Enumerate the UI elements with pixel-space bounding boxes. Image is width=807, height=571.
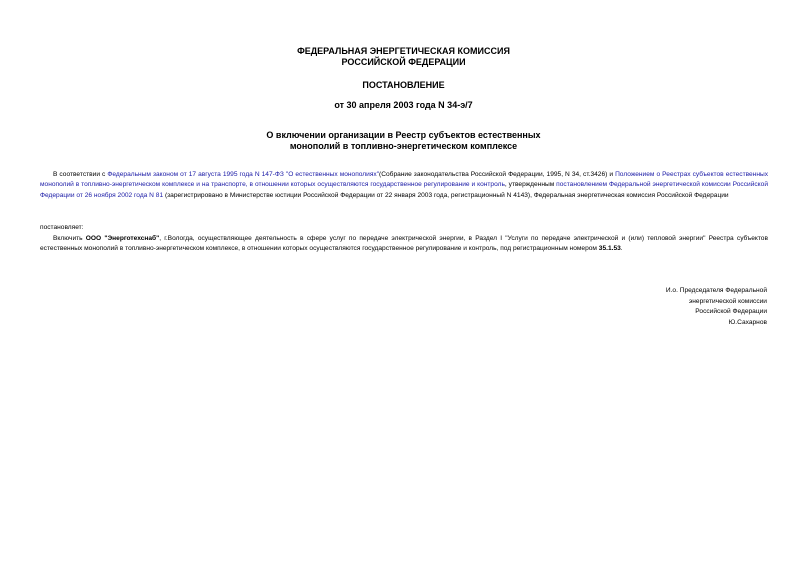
registry-regulation-link[interactable]: Положением о Реестрах субъектов естественных монополий в топливно-энергетическом комплексе и на транспорте, в отношении которых осуществляются государственное регулирование и контроль <box>40 171 769 189</box>
registration-number: 35.1.53 <box>598 245 621 253</box>
document-type: ПОСТАНОВЛЕНИЕ <box>362 80 445 90</box>
document-date-number: от 30 апреля 2003 года N 34-э/7 <box>334 100 473 110</box>
federal-law-link[interactable]: Федеральным законом от 17 августа 1995 года N 147-ФЗ "О естественных монополиях" <box>107 171 380 178</box>
operative-text-2: , г.Вологда, осуществляющее деятельность в сфере услуг по передаче электрической энергии, в Раздел I "Услуги по передаче электрической и (или) тепловой энергии" Реестра субъектов естественных монополий в топливно-энергетическом комплексе, в отношении которых осуществляются государственное регулирование и контроль, под регистрационным номером <box>40 235 768 253</box>
subject-line1: О включении организации в Реестр субъектов естественных <box>266 130 541 140</box>
preamble-text-1: В соответствии с <box>53 171 108 178</box>
preamble-paragraph <box>40 170 768 201</box>
operative-text-1: Включить <box>53 235 86 242</box>
organization-name: ООО "Энерготехснаб" <box>85 235 160 242</box>
issuing-authority <box>0 46 807 68</box>
preamble-text-2: (Собрание законодательства Российской Федерации, 1995, N 34, ст.3426) и <box>379 171 616 178</box>
fek-decree-link[interactable]: постановлением Федеральной энергетической комиссии Российской Федерации от 26 ноября 2002 года N 81 <box>40 181 768 199</box>
subject-line2: монополий в топливно-энергетическом комплексе <box>289 141 518 151</box>
commission-name-line2: РОССИЙСКОЙ ФЕДЕРАЦИИ <box>341 57 466 67</box>
preamble-text-4: (зарегистрировано в Министерстве юстиции Российской Федерации от 22 января 2003 года, регистрационный N 4143), Федеральная энергетическая комиссия Российской Федерации <box>163 191 729 199</box>
operative-paragraph <box>40 234 768 255</box>
signatory-title-line1: И.о. Председателя Федеральной <box>665 287 767 294</box>
resolves-line: постановляет: <box>40 224 84 231</box>
preamble-text-3: , утвержденным <box>504 181 557 189</box>
signatory-name: Ю.Сахарнов <box>728 318 767 326</box>
signatory-title-line2: энергетической комиссии <box>688 297 767 305</box>
signatory-title-line3: Российской Федерации <box>695 308 767 315</box>
signature-block <box>567 286 767 328</box>
document-subject <box>0 130 807 152</box>
operative-text-3: . <box>620 245 623 253</box>
commission-name-line1: ФЕДЕРАЛЬНАЯ ЭНЕРГЕТИЧЕСКАЯ КОМИССИЯ <box>297 46 510 56</box>
